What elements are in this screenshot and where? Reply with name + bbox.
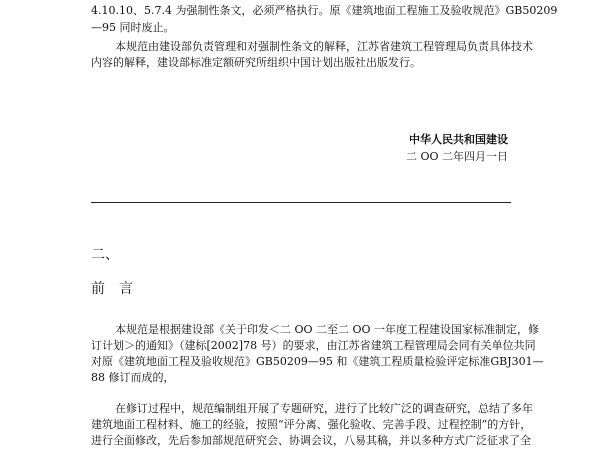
- signature-org: 中华人民共和国建设: [409, 133, 508, 146]
- text-line: 本规范由建设部负责管理和对强制性条文的解释，江苏省建筑工程管理局负责具体技术: [115, 40, 533, 53]
- text-line: 对原《建筑地面工程及验收规范》GB50209—95 和《建筑工程质量检验评定标准GBJ301—: [91, 355, 544, 368]
- text-line: 进行全面修改，先后参加部规范研究会、协调会议，八易其稿，并以多种方式广泛征求了全: [91, 434, 531, 447]
- section-number: 二、: [91, 247, 119, 263]
- divider: [91, 202, 511, 203]
- text-line: 内容的解释，建设部标准定额研究所组织中国计划出版社出版发行。: [91, 56, 421, 69]
- text-line: —95 同时废止。: [91, 21, 175, 34]
- text-line: 在修订过程中，规范编制组开展了专题研究，进行了比较广泛的调查研究，总结了多年: [115, 402, 533, 415]
- text-line: 建筑地面工程材料、施工的经验，按照“评分离、强化验收、完善手段、过程控制”的方针，: [91, 418, 532, 431]
- text-line: 本规范是根据建设部《关于印发＜二 OO 二至二 OO 一年度工程建设国家标准制定，修: [115, 323, 540, 336]
- signature-date: 二 OO 二年四月一日: [405, 150, 508, 163]
- text-line: 88 修订而成的，: [91, 371, 175, 384]
- text-line: 4.10.10、5.7.4 为强制性条文，必须严格执行。原《建筑地面工程施工及验收规范》GB50209: [91, 4, 558, 17]
- section-title: 前 言: [91, 281, 133, 297]
- text-line: 订计划＞的通知》（建标[2002]78 号）的要求，由江苏省建筑工程管理局会同有关单位共同: [91, 339, 536, 352]
